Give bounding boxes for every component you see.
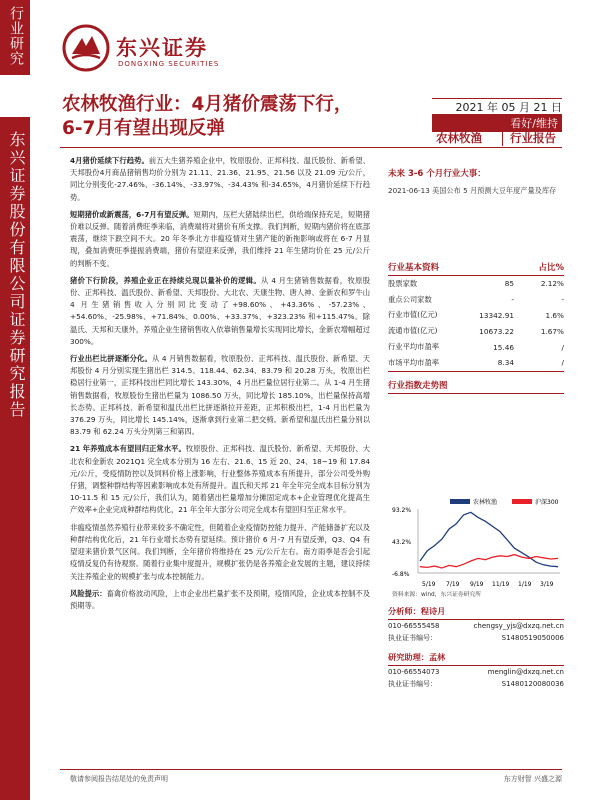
report-date: 2021 年 05 月 21 日 <box>455 101 562 114</box>
paragraph-lead: 猪价下行阶段，养殖企业正在持续兑现以量补价的逻辑。 <box>70 275 262 285</box>
assistant-contact-row <box>388 666 564 678</box>
rating-badge: 看好/维持 <box>432 114 562 132</box>
basics-header <box>388 261 564 276</box>
report-title-line2: 6-7月有望出现反弹 <box>62 118 225 139</box>
industry-index-chart <box>388 491 564 599</box>
table-row <box>388 355 564 371</box>
x-tick-label: 5/19 <box>422 581 436 588</box>
row-pct: / <box>561 342 564 352</box>
table-row <box>388 276 564 292</box>
row-label: 市场平均市盈率 <box>388 357 440 367</box>
top-divider <box>60 147 562 148</box>
table-row <box>388 339 564 355</box>
logo-mark-icon <box>62 24 110 72</box>
row-label: 股票家数 <box>388 278 418 288</box>
sidebar-top-text: 行业研究 <box>8 6 24 66</box>
paragraph <box>70 209 370 270</box>
events-item: 2021-06-13 美国公布 5 月预测大豆年度产量及库存 <box>388 186 557 195</box>
table-row <box>388 308 564 324</box>
legend-label-index: 沪深300 <box>535 499 559 506</box>
basics-pct-header: 占比% <box>538 263 564 273</box>
report-body <box>70 155 370 617</box>
analyst-block <box>388 604 564 690</box>
risk-paragraph <box>70 588 370 612</box>
paragraph-lead: 短期猪价或新震荡，6-7月有望反弹。 <box>70 209 194 219</box>
analyst-email: chengsy_yjs@dxzq.net.cn <box>473 622 564 630</box>
logo-text-en: DONGXING SECURITIES <box>118 60 220 68</box>
row-pct: 1.67% <box>540 326 564 336</box>
x-tick-label: 9/19 <box>470 581 484 588</box>
y-tick-label: 93.2% <box>392 507 412 514</box>
chart-svg <box>388 491 564 599</box>
row-value: 10673.22 <box>479 326 514 336</box>
x-tick-label: 7/19 <box>446 581 460 588</box>
industry-basics-table <box>388 261 564 394</box>
x-tick-label: 1/19 <box>518 581 532 588</box>
row-label: 行业平均市盈率 <box>388 342 440 352</box>
row-value: 13342.91 <box>479 310 514 320</box>
paragraph <box>70 353 370 438</box>
row-pct: - <box>561 295 564 305</box>
sidebar-top-band <box>0 0 30 75</box>
row-pct: / <box>561 358 564 368</box>
report-title-line1: 农林牧渔行业：4月猪价震荡下行， <box>62 94 353 115</box>
basics-bottom-rule <box>388 371 564 372</box>
row-label: 流通市值(亿元) <box>388 326 438 336</box>
assistant-phone: 010-66554073 <box>388 668 440 676</box>
row-value: 15.46 <box>493 342 514 352</box>
analyst-role: 分析师： <box>388 606 421 616</box>
assistant-name: 孟林 <box>428 652 446 662</box>
report-type: 行业报告 <box>510 131 556 145</box>
footer-divider <box>60 769 562 770</box>
analyst-contact-row <box>388 620 564 632</box>
paragraph-text: 短期内，压栏大猪陆续出栏，供给端保持充足，短期猪价难以反弹。随着消费旺季来临，消费端将对猪价有所支撑。我们判断，短期内猪价将在底部震荡，继续下跌空间不大。20 年冬季北方非瘟疫情对生猪产能的新拖影响或将在 6-7 月显现，叠加消费旺季提振消费端，猪价有望迎来反弹，我们维持 21 年生猪均价在 25 元/公斤的判断不变。 <box>70 209 371 268</box>
sidebar-main-text: 东兴证券股份有限公司证券研究报告 <box>7 131 26 419</box>
basics-title: 行业基本资料 <box>388 263 440 273</box>
category-divider <box>502 132 503 146</box>
logo-text-cn: 东兴证券 <box>116 36 208 60</box>
assistant-license-label: 执业证书编号： <box>388 680 437 688</box>
row-value: 8.34 <box>497 358 514 368</box>
analyst-license-label: 执业证书编号： <box>388 634 437 642</box>
assistant-license-no: S1480120080036 <box>501 680 564 688</box>
legend-swatch-industry <box>450 499 470 504</box>
assistant-header <box>388 650 564 666</box>
y-tick-label: -6.8% <box>392 571 410 578</box>
paragraph-lead: 21 年养殖成本有望回归正常水平。 <box>70 444 186 454</box>
assistant-email: menglin@dxzq.net.cn <box>487 668 564 676</box>
sidebar-main-band <box>0 117 30 800</box>
y-tick-label: 43.2% <box>392 539 412 546</box>
paragraph-text: 从 4 月销售数据看，牧原股份、正邦科技、温氏股份、新希望、天邦股份 4 月分别实现生猪出栏 314.5、118.44、62.34、83.79 和 20.28 万头，牧原出栏稳居行业第一，正邦科技出栏同比增长 143.30%，4 月出栏量位居行业第二。从 1-4 月生猪销售数据看，牧原股份生猪出栏量为 1086.50 万头，同比增长 185.10%，出栏量保持高增长态势。正邦科技、新希望和温氏出栏比拼逐渐拉开差距，正邦积极出栏，1-4 月出栏量为 376.29 万头，同比增长 145.14%，逐渐拿到行业第二把交椅。新希望和温氏出栏量分别以 83.79 和 62.24 万头分列第三和第四。 <box>70 354 371 437</box>
series-line-index <box>420 555 558 568</box>
row-value: - <box>511 295 514 305</box>
upcoming-events <box>388 167 564 197</box>
paragraph-text: 牧原股份、正邦科技、温氏股份、新希望、天邦股份、大北农和金新农 2021Q1 完全成本分别为 16 左右、21.6、15 近 20、24、18~19 和 17.84 元/公斤，受疫情防控以及饲料价格上涨影响，行业整体养殖成本有所提升，部分公司受外购仔猪，调整种群结构等因素影响成本处有所提升。温氏和天邦 21 年全年完全成本目标分别为 10-11.5 和 15 元/公斤，我们认为，随着猪出栏量增加分摊固定成本+企业管理优化提高生产效率+企业完成种群结构优化，21 年全年大部分公司完全成本有望回归至正常水平。 <box>70 444 370 515</box>
paragraph-text: 畜禽价格波动风险，上市企业出栏量扩张不及预期，疫情风险，企业成本控制不及预期等。 <box>70 588 371 610</box>
industry-category: 农林牧渔 <box>436 131 482 145</box>
x-tick-label: 3/19 <box>540 581 554 588</box>
chart-title: 行业指数走势图 <box>388 379 564 394</box>
analyst-phone: 010-66555458 <box>388 622 440 630</box>
analyst-license-no: S1480519050006 <box>501 634 564 642</box>
paragraph-lead: 4月猪价延续下行趋势。 <box>70 156 149 165</box>
table-row <box>388 323 564 339</box>
paragraph-lead: 风险提示： <box>70 588 107 598</box>
analyst-header <box>388 604 564 620</box>
chart-legend <box>450 498 559 506</box>
row-value: 85 <box>504 279 514 289</box>
events-title: 未来 3-6 个月行业大事： <box>388 169 486 179</box>
row-label: 行业市值(亿元) <box>388 310 438 320</box>
analyst-license-row <box>388 632 564 644</box>
row-pct: 2.12% <box>540 279 564 289</box>
chart-source: 资料来源：wind，东兴证券研究所 <box>392 592 482 598</box>
paragraph <box>70 522 370 583</box>
assistant-role: 研究助理： <box>388 652 429 662</box>
analyst-name: 程诗月 <box>420 606 446 616</box>
footer-disclaimer: 敬请参阅报告结尾处的免责声明 <box>70 775 168 783</box>
company-logo <box>62 24 232 74</box>
paragraph <box>70 155 370 204</box>
assistant-license-row <box>388 678 564 690</box>
table-row <box>388 292 564 308</box>
legend-label-industry: 农林牧渔 <box>473 499 498 506</box>
paragraph-text: 从 4 月生猪销售数据看，牧原股份、正邦科技、温氏股份、新希望、天邦股份、大北农、天康生物、唐人神、金新农和罗牛山 4 月生猪销售收入分别同比变动了+98.60%、+43.36%、-57.23%、+54.60%、-25.98%、+71.84%、0.00%、+33.37%、+323.23% 和+115.47%。除温氏、天邦和天康外，养殖企业生猪销售收入依靠销售量增长实现同比增长，金新农增幅超过 300%。 <box>70 275 371 346</box>
paragraph <box>70 275 370 348</box>
paragraph <box>70 443 370 516</box>
paragraph-text: 前五大生猪养殖企业中，牧原股份、正邦科技、温氏股份、新希望、天邦股份4月商品猪销售均价分别为 21.11、21.36、21.95、21.56 以及 21.09 元/公斤，同比分别变化-27.46%、-36.14%、-33.97%、-34.43% 和-34.65%，4月猪价延续下行趋势。 <box>70 156 371 202</box>
legend-swatch-index <box>512 499 532 504</box>
footer-slogan: 东方财智 兴盛之源 <box>503 775 562 783</box>
row-label: 重点公司家数 <box>388 294 432 304</box>
row-pct: 1.6% <box>545 310 564 320</box>
paragraph-text: 非瘟疫情虽然养殖行业带来较多不确定性，但随着企业疫情防控能力提升、产能储备扩充以及种群结构优化后，21 年行业增长态势有望延续。预计猪价 6 月-7 月有望反弹，Q3、Q4 有望迎来猪价景气区间。我们判断，全年猪价将维持在 25 元/公斤左右。南方雨季是否会引起疫情反复仍有待观察。随着行业集中度提升，规模扩张仍是各养殖企业发展的主题，建议持续关注养殖企业的规模扩张与成本控制能力。 <box>70 522 370 581</box>
x-tick-label: 11/19 <box>492 581 510 588</box>
paragraph-lead: 行业出栏比拼逐渐分化。 <box>70 354 152 364</box>
